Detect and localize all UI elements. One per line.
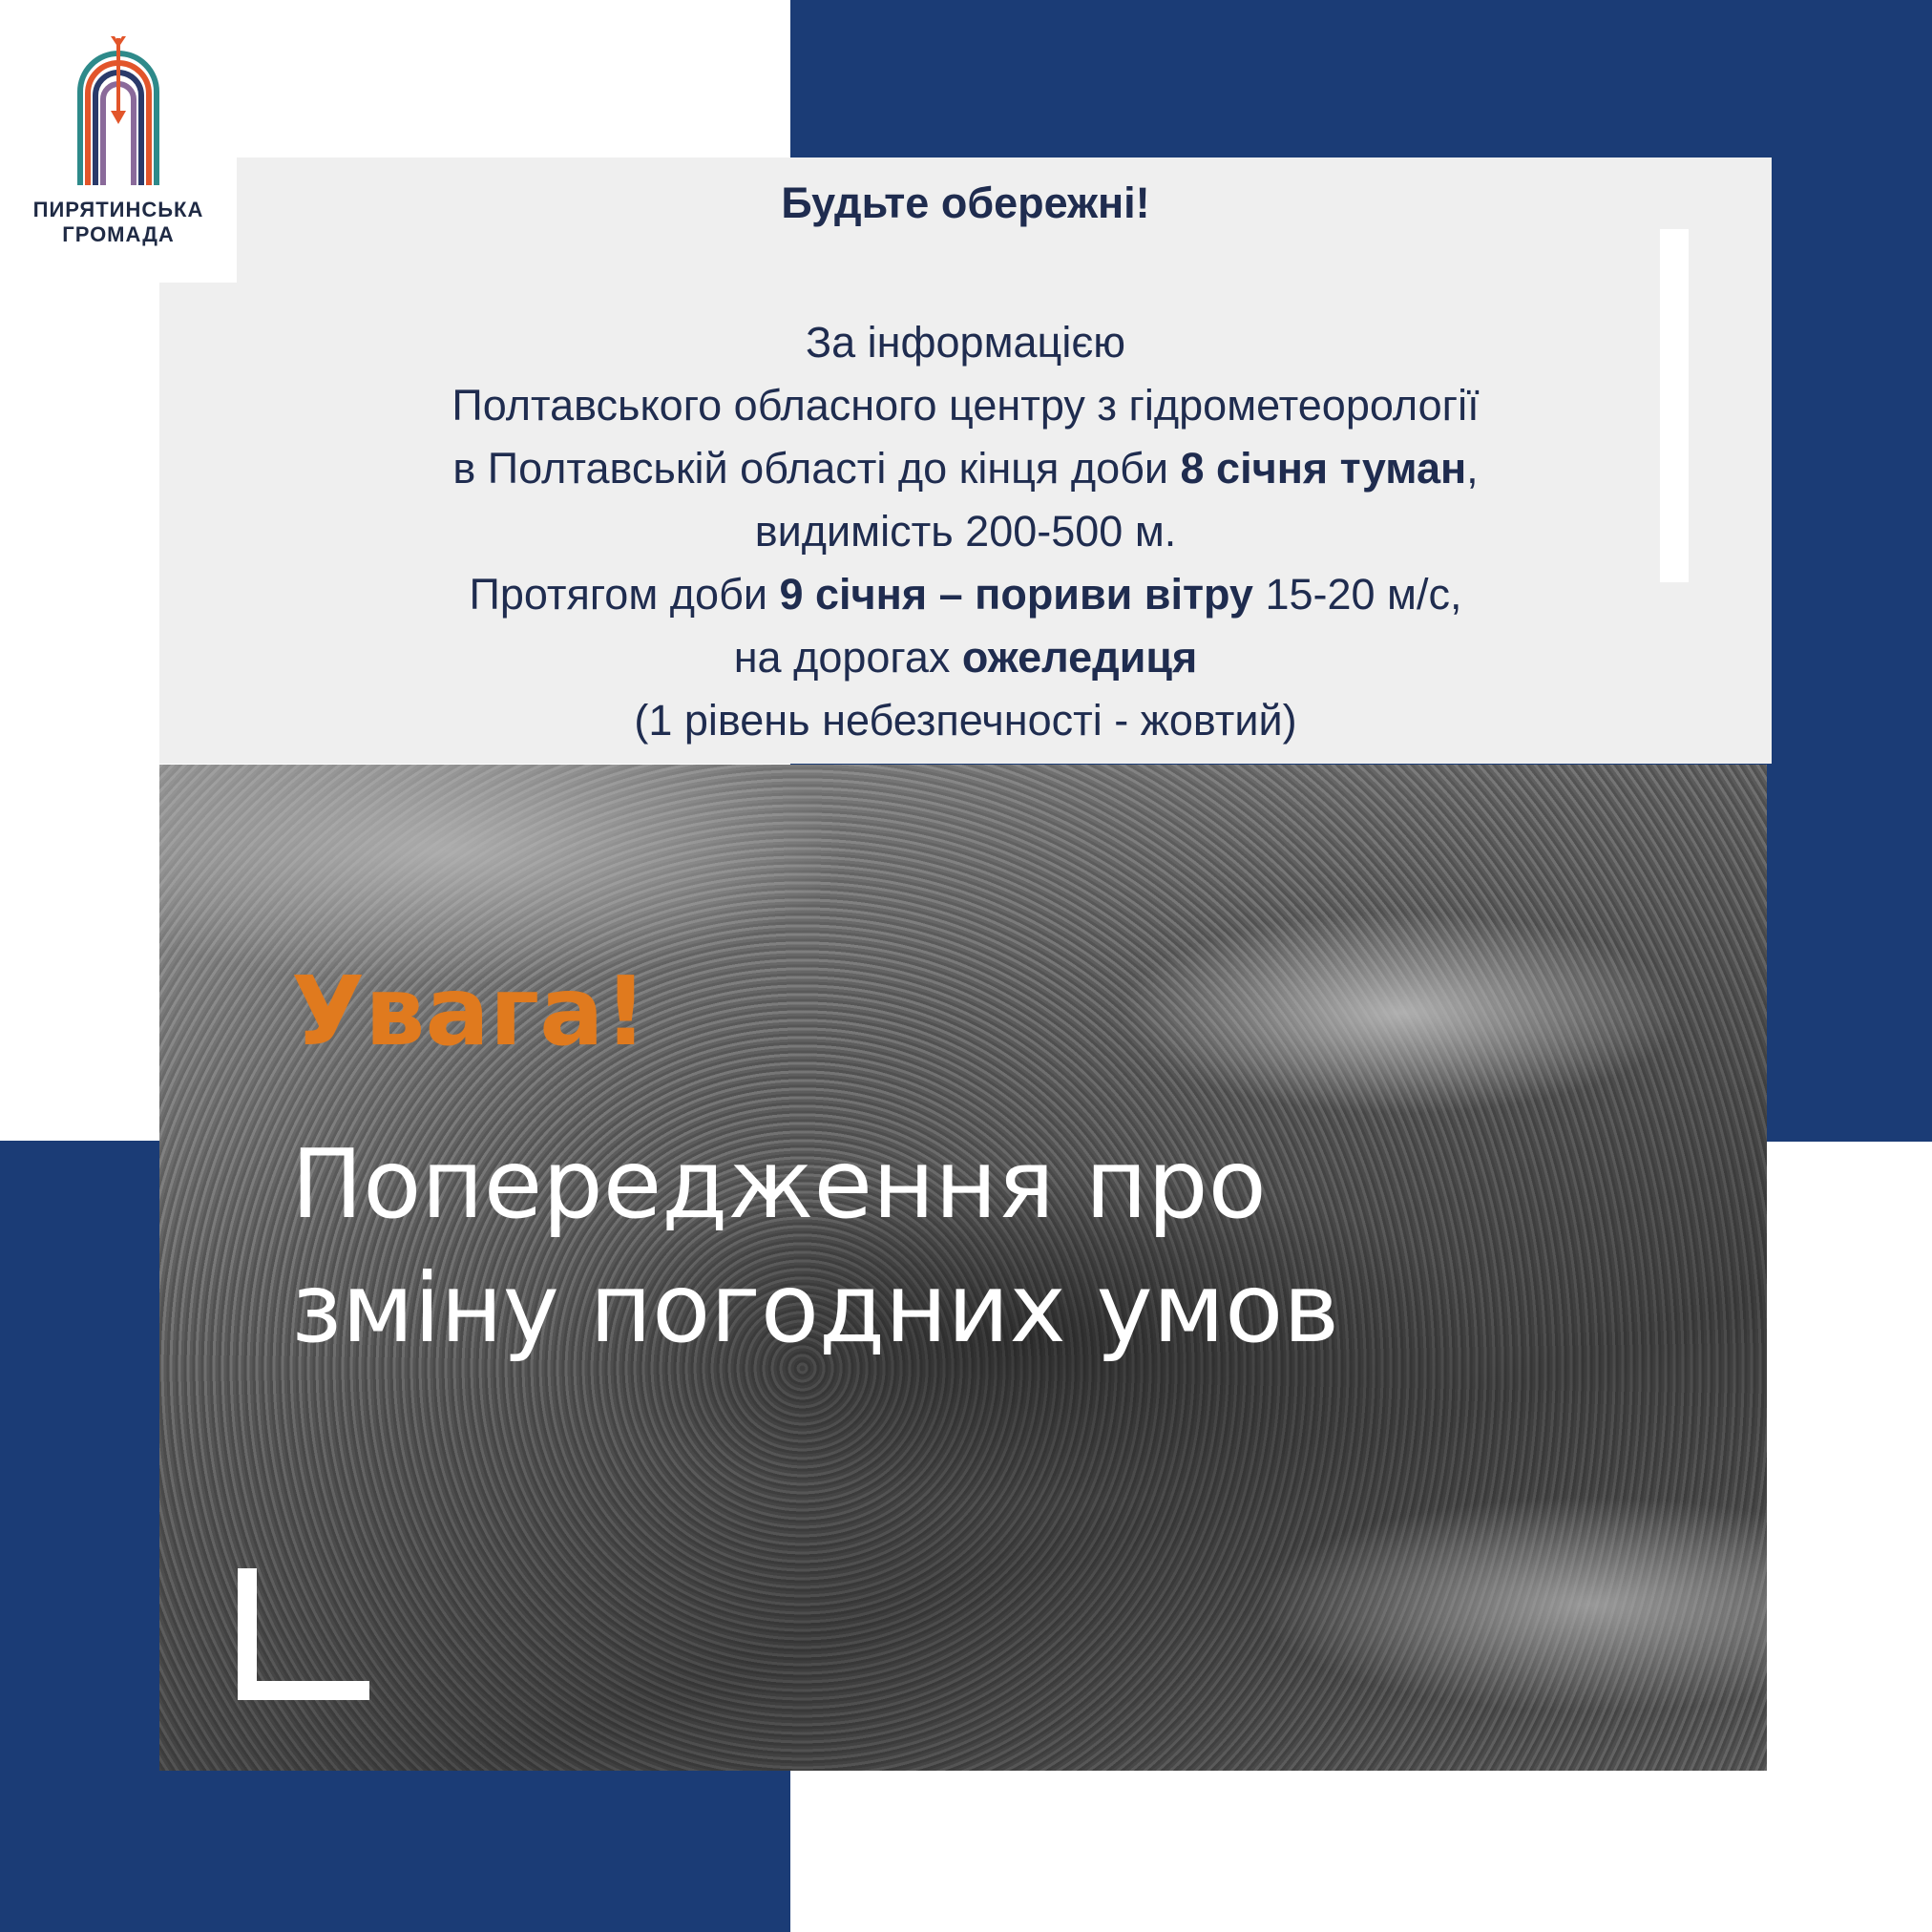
notice-fog-prefix: в Полтавській області до кінця доби [452, 444, 1169, 493]
logo-text-line2: ГРОМАДА [62, 222, 175, 246]
notice-intro: За інформацією [805, 318, 1126, 367]
notice-fog-date: 8 січня туман [1180, 444, 1467, 493]
notice-wind-date: 9 січня – пориви вітру [779, 570, 1253, 619]
logo-text-line1: ПИРЯТИНСЬКА [32, 198, 204, 221]
notice-heading: Будьте обережні! [781, 178, 1150, 227]
arch-emblem-icon [74, 32, 162, 185]
banner-headline [291, 1123, 1339, 1371]
icy-road-photo [159, 765, 1767, 1771]
notice-danger-level: (1 рівень небезпечності - жовтий) [634, 696, 1297, 745]
notice-wind-line [159, 563, 1772, 626]
notice-wind-prefix: Протягом доби [469, 570, 767, 619]
notice-wind-speed: 15-20 м/с, [1265, 570, 1462, 619]
notice-ice-word: ожеледиця [961, 633, 1198, 682]
notice-ice-prefix: на дорогах [733, 633, 951, 682]
banner-headline-line2: зміну погодних умов [291, 1252, 1340, 1364]
notice-source: Полтавського обласного центру з гідрометеорології [452, 381, 1480, 430]
notice-visibility: видимість 200-500 м. [754, 507, 1177, 556]
notice-ice-line [159, 626, 1772, 689]
corner-bracket-icon [238, 1568, 369, 1700]
banner-headline-line1: Попередження про [291, 1128, 1267, 1240]
weather-notice-text [159, 172, 1772, 752]
notice-fog-suffix: , [1466, 444, 1479, 493]
alert-label: Увага! [291, 956, 648, 1067]
notice-fog-line [159, 437, 1772, 500]
